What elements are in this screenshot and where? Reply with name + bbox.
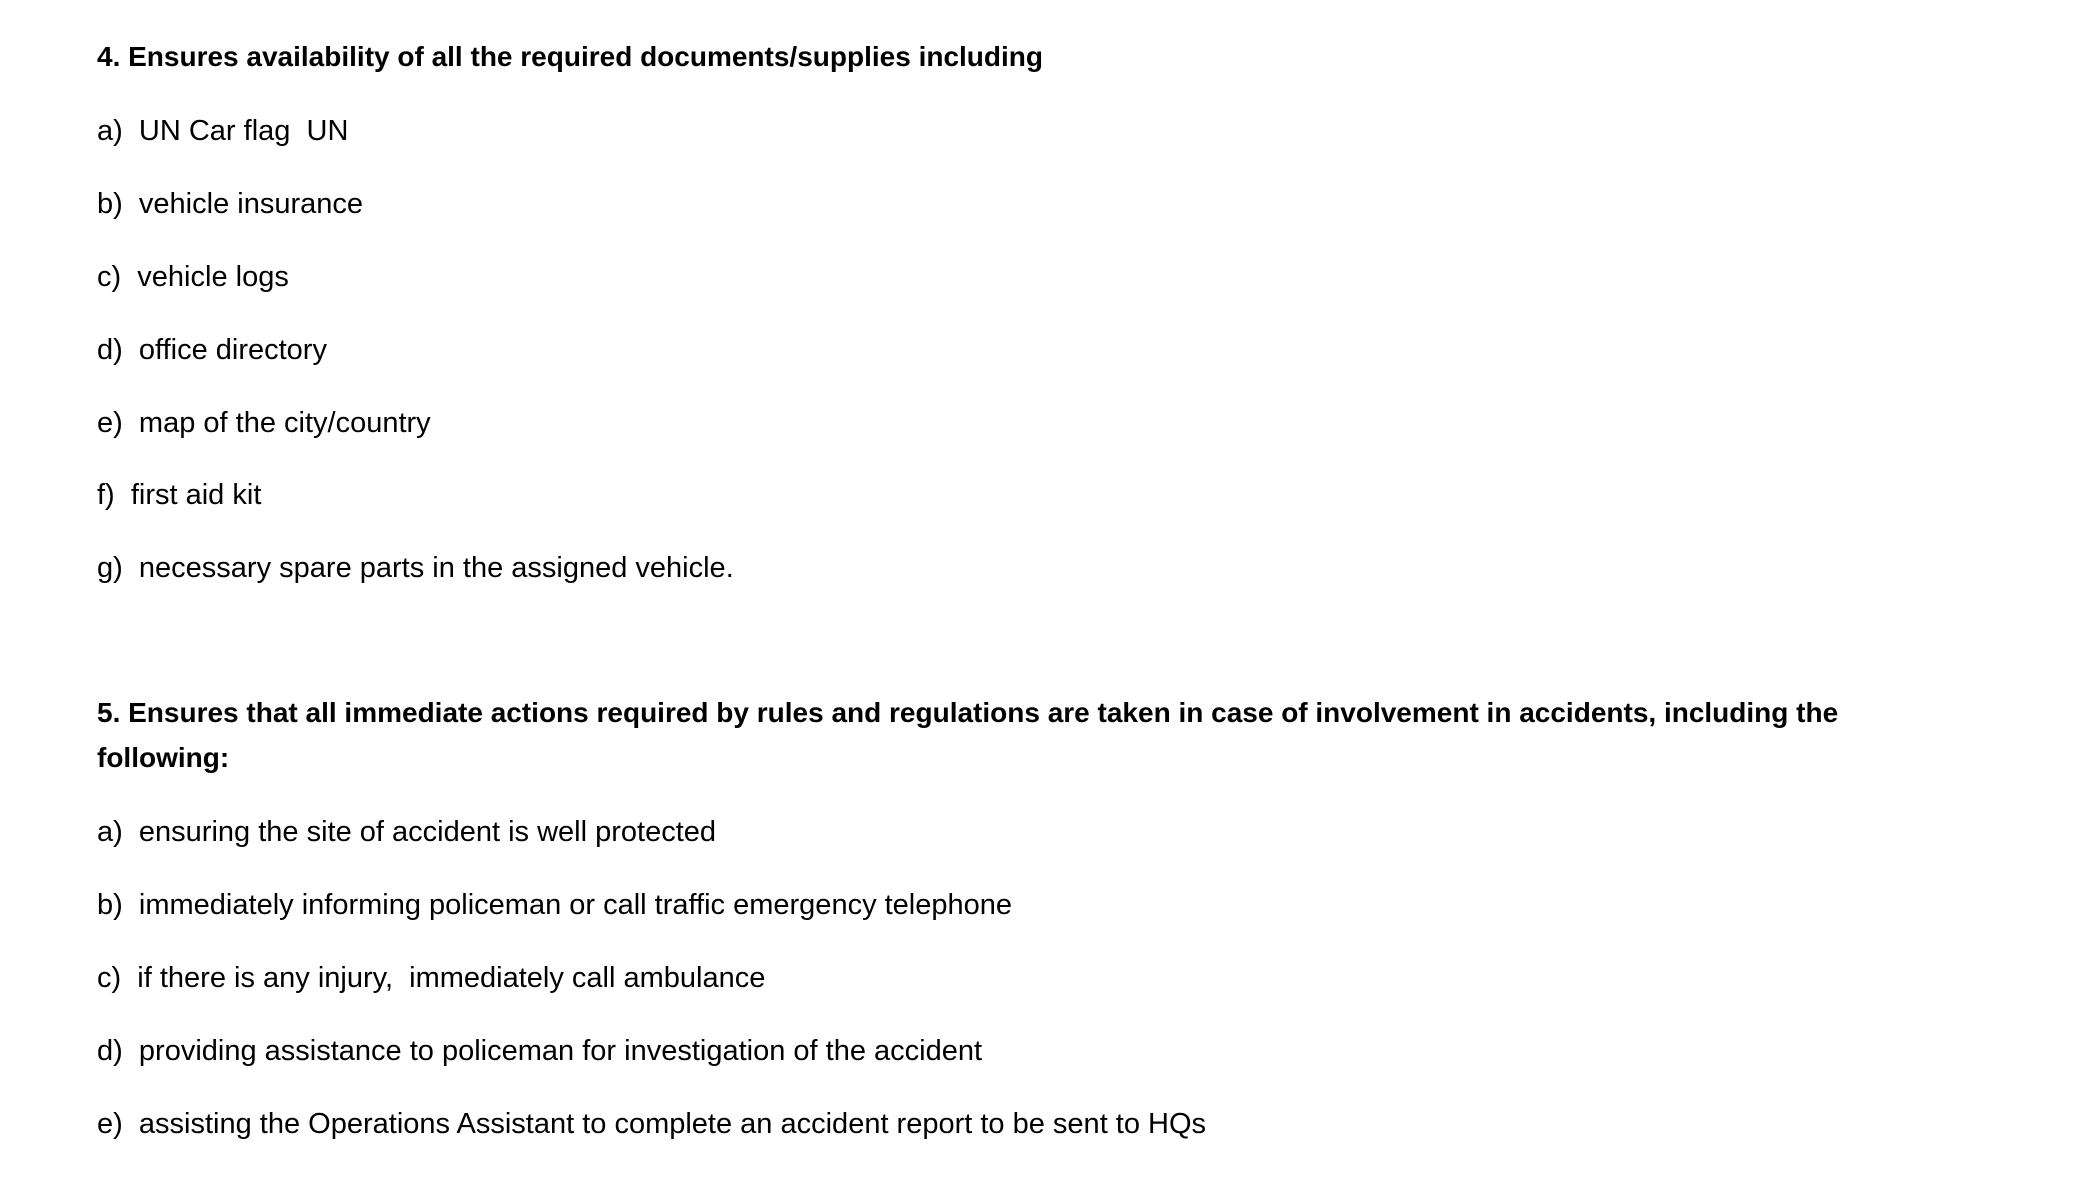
list-item [97,477,261,513]
list-marker: a) [97,115,123,147]
list-item-text: ensuring the site of accident is well protected [138,816,717,848]
list-item [97,550,734,586]
list-item-text: assisting the Operations Assistant to complete an accident report to be sent to HQs [138,1108,1207,1140]
list-marker: d) [97,334,123,366]
list-marker: b) [97,889,123,921]
list-item-text: vehicle insurance [138,188,363,220]
list-item-text: necessary spare parts in the assigned vehicle. [138,552,734,584]
list-item-text: immediately informing policeman or call traffic emergency telephone [138,889,1013,921]
list-marker: c) [97,962,122,994]
list-item [97,1033,982,1069]
list-item-text: UN Car flag UN [138,115,349,147]
list-marker: e) [97,1108,123,1140]
list-marker: d) [97,1035,123,1067]
list-item-text: office directory [138,334,327,366]
list-item [97,814,716,850]
section-5-heading-line-2: following: [97,742,230,773]
list-item-text: providing assistance to policeman for investigation of the accident [138,1035,983,1067]
list-marker: c) [97,261,122,293]
section-4-heading: 4. Ensures availability of all the required documents/supplies including [97,41,1043,72]
list-item [97,960,765,996]
list-item [97,332,327,368]
list-item-text: first aid kit [130,479,262,511]
list-item [97,887,1012,923]
list-item-text: if there is any injury, immediately call ambulance [137,962,766,994]
list-marker: a) [97,816,123,848]
list-marker: e) [97,407,123,439]
list-item [97,259,289,295]
list-item [97,113,348,149]
list-item [97,186,363,222]
list-item [97,1106,1206,1142]
list-marker: g) [97,552,123,584]
section-5-heading-line-1: 5. Ensures that all immediate actions required by rules and regulations are taken in case of involvement in accidents, including the [97,697,1839,728]
list-marker: b) [97,188,123,220]
list-item [97,405,431,441]
list-item-text: vehicle logs [137,261,289,293]
list-marker: f) [97,479,115,511]
list-item-text: map of the city/country [138,407,431,439]
